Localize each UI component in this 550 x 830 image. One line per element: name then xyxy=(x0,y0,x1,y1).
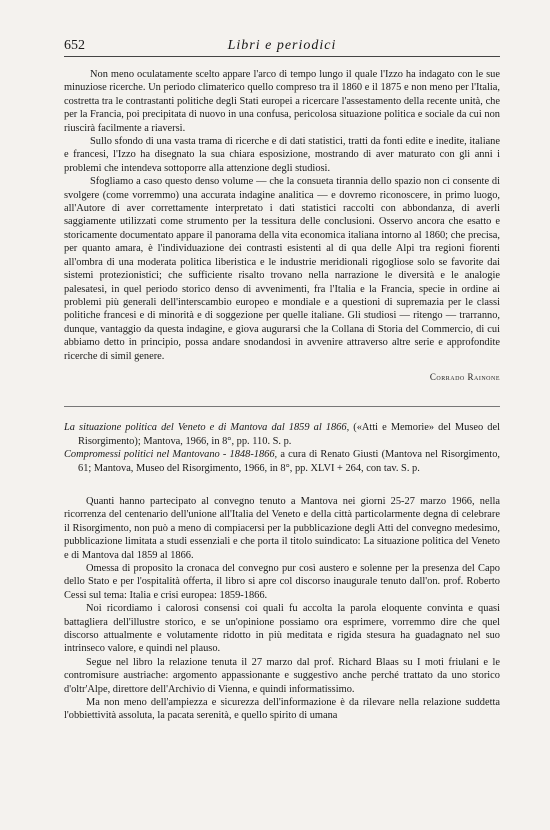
spacer xyxy=(64,475,500,495)
review2-paragraph-5: Ma non meno dell'ampiezza e sicurezza dell'informazione è da rilevare nella relazione suddetta l'obbiettività assoluta, la pacata serenità, e quello spirito di umana xyxy=(64,697,500,722)
page-body xyxy=(64,68,500,723)
biblio-entry-1-title: La situazione politica del Veneto e di Mantova dal 1859 al 1866, xyxy=(64,422,350,434)
review1-paragraph-1: Non meno oculatamente scelto appare l'arco di tempo lungo il quale l'Izzo ha indagato con le sue minuziose ricerche. Un periodo climaterico quello compreso tra il 1860 e il 1875 e non meno per l'Italia, costretta tra le contrastanti politiche degli Stati europei a ricercare l'assestamento della recente unità, che per la Francia, poi precipitata di nuovo in una confusa, pericolosa situazione politica e sociale da cui non riuscirà facilmente a riaversi. xyxy=(64,69,500,134)
review1-paragraph-2: Sullo sfondo di una vasta trama di ricerche e di dati statistici, tratti da fonti edite e inedite, italiane e francesi, l'Izzo ha disegnato la sua chiara esposizione, mostrando di aver maturato con gli anni i problemi che intendeva sottoporre alla attenzione degli studiosi. xyxy=(64,136,500,174)
biblio-entry-1 xyxy=(64,421,500,448)
review2-paragraph-2: Omessa di proposito la cronaca del convegno pur così austero e solenne per la presenza del Capo dello Stato e per l'ospitalità offerta, il libro si apre col discorso inaugurale tenuto dall'on. prof. Roberto Cessi sul tema: Italia e crisi europea: 1859-1866. xyxy=(64,563,500,601)
page-number: 652 xyxy=(64,38,85,53)
running-title: Libri e periodici xyxy=(227,38,337,53)
biblio-entry-2-title: Compromessi politici nel Mantovano - 1848-1866, xyxy=(64,449,278,461)
review2-paragraph-3: Noi ricordiamo i calorosi consensi coi quali fu accolta la parola eloquente convinta e quasi battagliera dell'illustre storico, e se un'opinione possiamo ora esprimere, vorremmo dire che quel discorso attualmente e volutamente ridotto in più meditata e rigida stesura ha guadagnato nel suo intrinseco valore, e quindi nel plauso. xyxy=(64,603,500,655)
review2-paragraph-1: Quanti hanno partecipato al convegno tenuto a Mantova nei giorni 25-27 marzo 1966, nella ricorrenza del centenario dell'unione all'Italia del Veneto e della città particolarmente degna di celebrare il Risorgimento, non può a meno di compiacersi per la pubblicazione degli Atti del convegno medesimo, pubblicazione limitata a studi essenziali e che porta il titolo suindicato: La situazione politica del Veneto e di Mantova dal 1859 al 1866. xyxy=(64,495,500,561)
review2-body xyxy=(64,495,500,723)
section-divider xyxy=(64,406,500,407)
running-header xyxy=(64,38,500,57)
review1-signature: Corrado Rainone xyxy=(429,371,500,382)
bibliographic-entries xyxy=(64,421,500,475)
biblio-entry-2 xyxy=(64,448,500,475)
review2-paragraph-4: Segue nel libro la relazione tenuta il 27 marzo dal prof. Richard Blaas su I moti friulani e le contromisure austriache: argomento appassionante e suggestivo anche perché trattato da uno storico d'oltr'Alpe, direttore dell'Archivio di Vienna, e quindi informatissimo. xyxy=(64,656,500,695)
biblio-entry-1-details: («Atti e Memorie» del Museo del Risorgimento); Mantova, 1966, in 8°, pp. 110. S. p. xyxy=(78,422,500,447)
biblio-entry-2-details: a cura di Renato Giusti (Mantova nel Risorgimento, 61; Mantova, Museo del Risorgimento, 1966, in 8°, pp. XLVI + 264, con tav. S. p. xyxy=(78,449,500,474)
review1-paragraph-3: Sfogliamo a caso questo denso volume — che la consueta tirannia dello spazio non ci consente di svolgere (come vorremmo) una accurata indagine analitica — e dovremo riconoscere, in primo luogo, all'Autore di aver correttamente interpretato i dati statistici raccolti con abbondanza, di averli saggiamente utilizzati come strumento per la tessitura delle conclusioni. Osservo ancora che esatto e storicamente documentato appare il panorama della vita economica italiana intorno al 1860; che precisa, per quanto amara, è l'individuazione dei contrasti esistenti al di qua delle Alpi tra regioni fiorenti all'ombra di una moderata politica liberistica e le industrie meridionali rigogliose solo se favorite dai sistemi protezionistici; che sufficiente risalto trovano nella narrazione le diversità e le analogie palesatesi, in quel periodo storico denso di avvenimenti, fra l'Italia e la Francia, specie in ordine ai problemi più generali dell'interscambio europeo e mondiale e a questioni di supremazia per le classi politiche francesi e di minorità e di soggezione per quelle italiane. Gli studiosi — ritengo — trarranno, dunque, vantaggio da questa indagine, e giova augurarsi che la Collana di Storia del Commercio, di cui abbiamo detto in principio, possa andare snodandosi in avvenire attraverso altre serie e approfondite ricerche di simil genere. xyxy=(64,176,500,362)
